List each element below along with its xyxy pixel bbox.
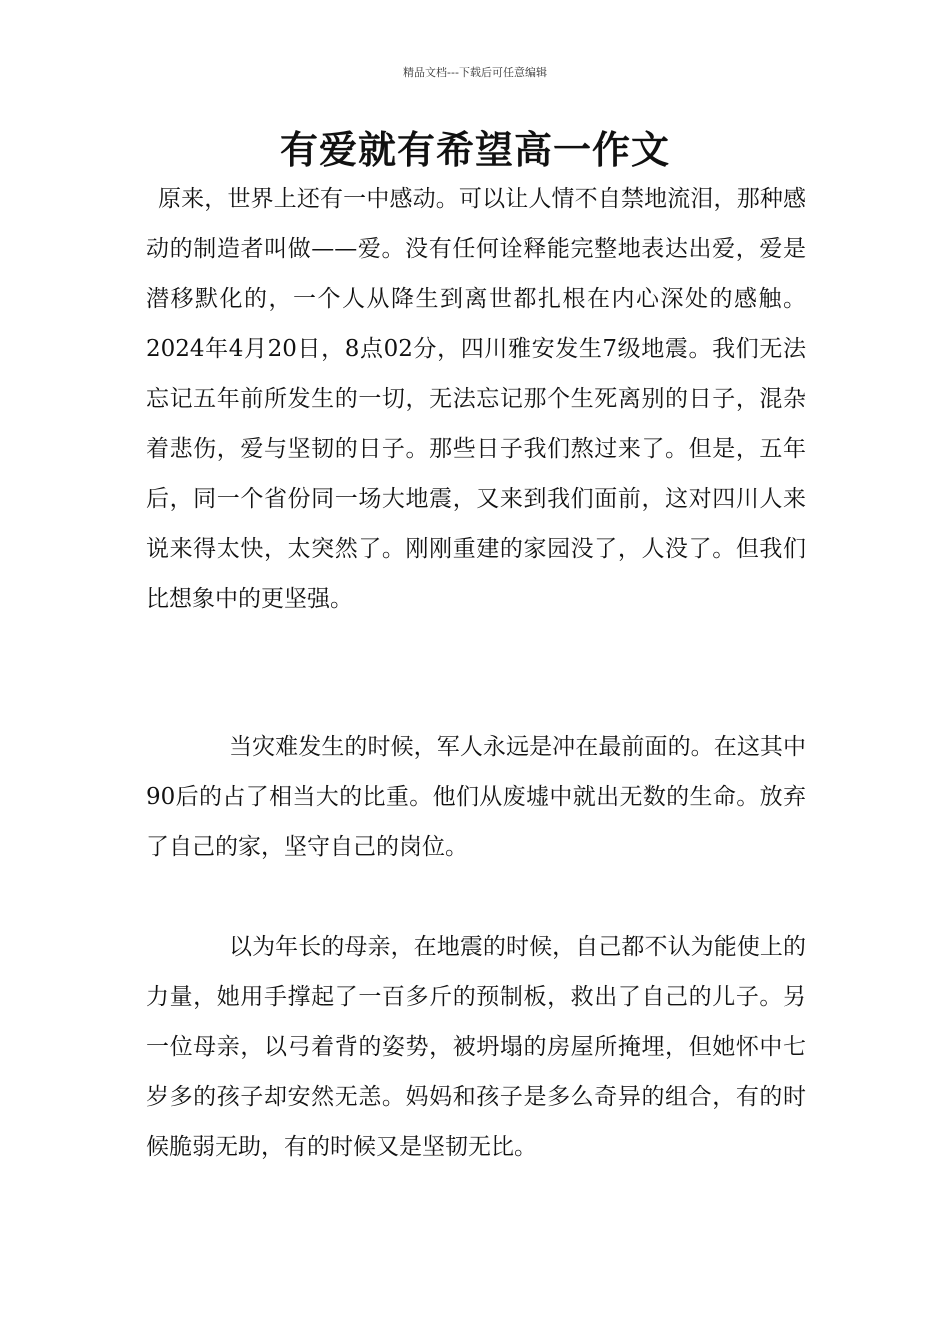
paragraph-2: 当灾难发生的时候，军人永远是冲在最前面的。在这其中90后的占了相当大的比重。他们从废墟中就出无数的生命。放弃了自己的家，坚守自己的岗位。 <box>146 734 806 860</box>
header-note: 精品文档---下载后可任意编辑 <box>403 66 547 79</box>
paragraph-1: 原来，世界上还有一中感动。可以让人情不自禁地流泪，那种感动的制造者叫做——爱。没有任何诠释能完整地表达出爱，爱是潜移默化的，一个人从降生到离世都扎根在内心深处的感触。2024年4月20日，8点02分，四川雅安发生7级地震。我们无法忘记五年前所发生的一切，无法忘记那个生死离别的日子，混杂着悲伤，爱与坚韧的日子。那些日子我们熬过来了。但是，五年后，同一个省份同一场大地震，又来到我们面前，这对四川人来说来得太快，太突然了。刚刚重建的家园没了，人没了。但我们比想象中的更坚强。 <box>146 186 806 612</box>
document-title: 有爱就有希望高一作文 <box>279 128 670 172</box>
paragraph-3: 以为年长的母亲，在地震的时候，自己都不认为能使上的力量，她用手撑起了一百多斤的预制板，救出了自己的儿子。另一位母亲，以弓着背的姿势，被坍塌的房屋所掩埋，但她怀中七岁多的孩子却安然无恙。妈妈和孩子是多么奇异的组合，有的时候脆弱无助，有的时候又是坚韧无比。 <box>146 934 806 1160</box>
